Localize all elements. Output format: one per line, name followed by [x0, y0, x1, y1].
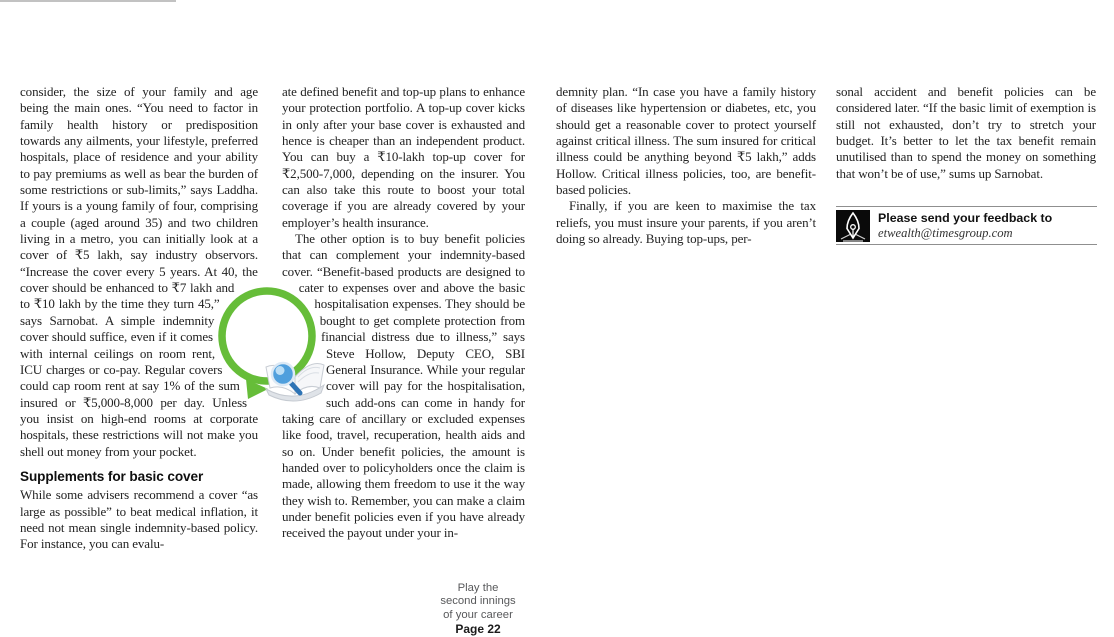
feedback-box	[836, 206, 1097, 245]
paragraph: ate defined benefit and top-up plans to enhance your protection portfolio. A top-up cover kicks in only after your base cover is exhausted and hence is cheaper than an independent product. You can buy a ₹10-lakh top-up cover for ₹2,500-7,000, depending on the insurer. You can also take this route to boost your total coverage if you are already covered by your employer’s health insurance.	[282, 84, 525, 230]
callout-line: Play the	[457, 582, 499, 594]
top-rule	[0, 0, 176, 2]
feedback-email: etwealth@timesgroup.com	[878, 226, 1013, 240]
section-subhead: Supplements for basic cover	[20, 468, 204, 484]
article-column-3	[556, 84, 816, 247]
circle-arrow-graphic	[210, 281, 326, 411]
callout-text	[431, 582, 525, 637]
paragraph: sonal accident and benefit policies can be considered later. “If the basic limit of exemption is still not exhausted, don’t try to stretch your budget. It’s better to let the tax benefit remain unutilised than to spend the money on something that won’t be of use,” sums up Sarnobat.	[836, 84, 1096, 181]
paragraph: consider, the size of your family and age being the main ones. “You need to factor in family health history or predisposition towards any ailments, your lifestyle, preferred hospitals, place of residence and your ability to pay premiums as well as bear the burden of some restrictions or sub-limits,” says Laddha. If yours is a young family of four, comprising a couple (aged around 35) and two children living in a metro, you can initially look at a cover of ₹5 lakh, say industry observors. “Increase the cover every 5 years. At 40, the cover should be enhanced to ₹7 lakh and to ₹10 lakh by the time they turn 45,” says Sarnobat. A simple indemnity cover should suffice, even if it comes with internal ceilings on room rent, ICU charges or co-pay. Regular covers could cap room rent at say 1% of the sum insured or ₹5,000-8,000 per day. Unless you insist on high-end rooms at corporate hospitals, these restrictions will not make you shell out money from your pocket.	[20, 84, 258, 459]
paragraph: Finally, if you are keen to maximise the tax reliefs, you must insure your parents, if you aren’t doing so already. Buying top-ups, per-	[556, 198, 816, 247]
article-column-4	[836, 84, 1096, 182]
callout-page-ref: Page 22	[455, 622, 501, 637]
paragraph: While some advisers recommend a cover “as large as possible” to beat medical inflation, it need not mean single indemnity-based policy. For instance, you can evalu-	[20, 487, 258, 552]
feedback-text	[878, 211, 1052, 241]
paragraph: The other option is to buy benefit policies that can complement your indemnity-based cover. “Benefit-based products are designed to cater to expenses over and above the basic hospitalisation expenses. They should be bought to get complete protection from financial distress due to illness,” says Steve Hollow, Deputy CEO, SBI General Insurance. While your regular cover will pay for the hospitalisation, such add-ons can come in handy for taking care of ancillary or excluded expenses like food, travel, recuperation, health aids and so on. Under benefit policies, the amount is handed over to policyholders once the claim is made, allowing them freedom to use it the way they wish to. Remember, you can make a claim under benefit policies even if you have already received the payout under your in-	[282, 231, 525, 541]
pen-nib-icon	[836, 210, 870, 242]
callout-line: of your career	[443, 608, 513, 621]
callout-line: second innings	[440, 595, 516, 608]
feedback-label: Please send your feedback to	[878, 211, 1053, 225]
paragraph: demnity plan. “In case you have a family history of diseases like hypertension or diabetes, etc, you should get a reasonable cover to protect yourself against critical illness. The sum insured for critical illness could be anything beyond ₹5 lakh,” adds Hollow. Critical illness policies, too, are benefit-based policies.	[556, 84, 816, 198]
